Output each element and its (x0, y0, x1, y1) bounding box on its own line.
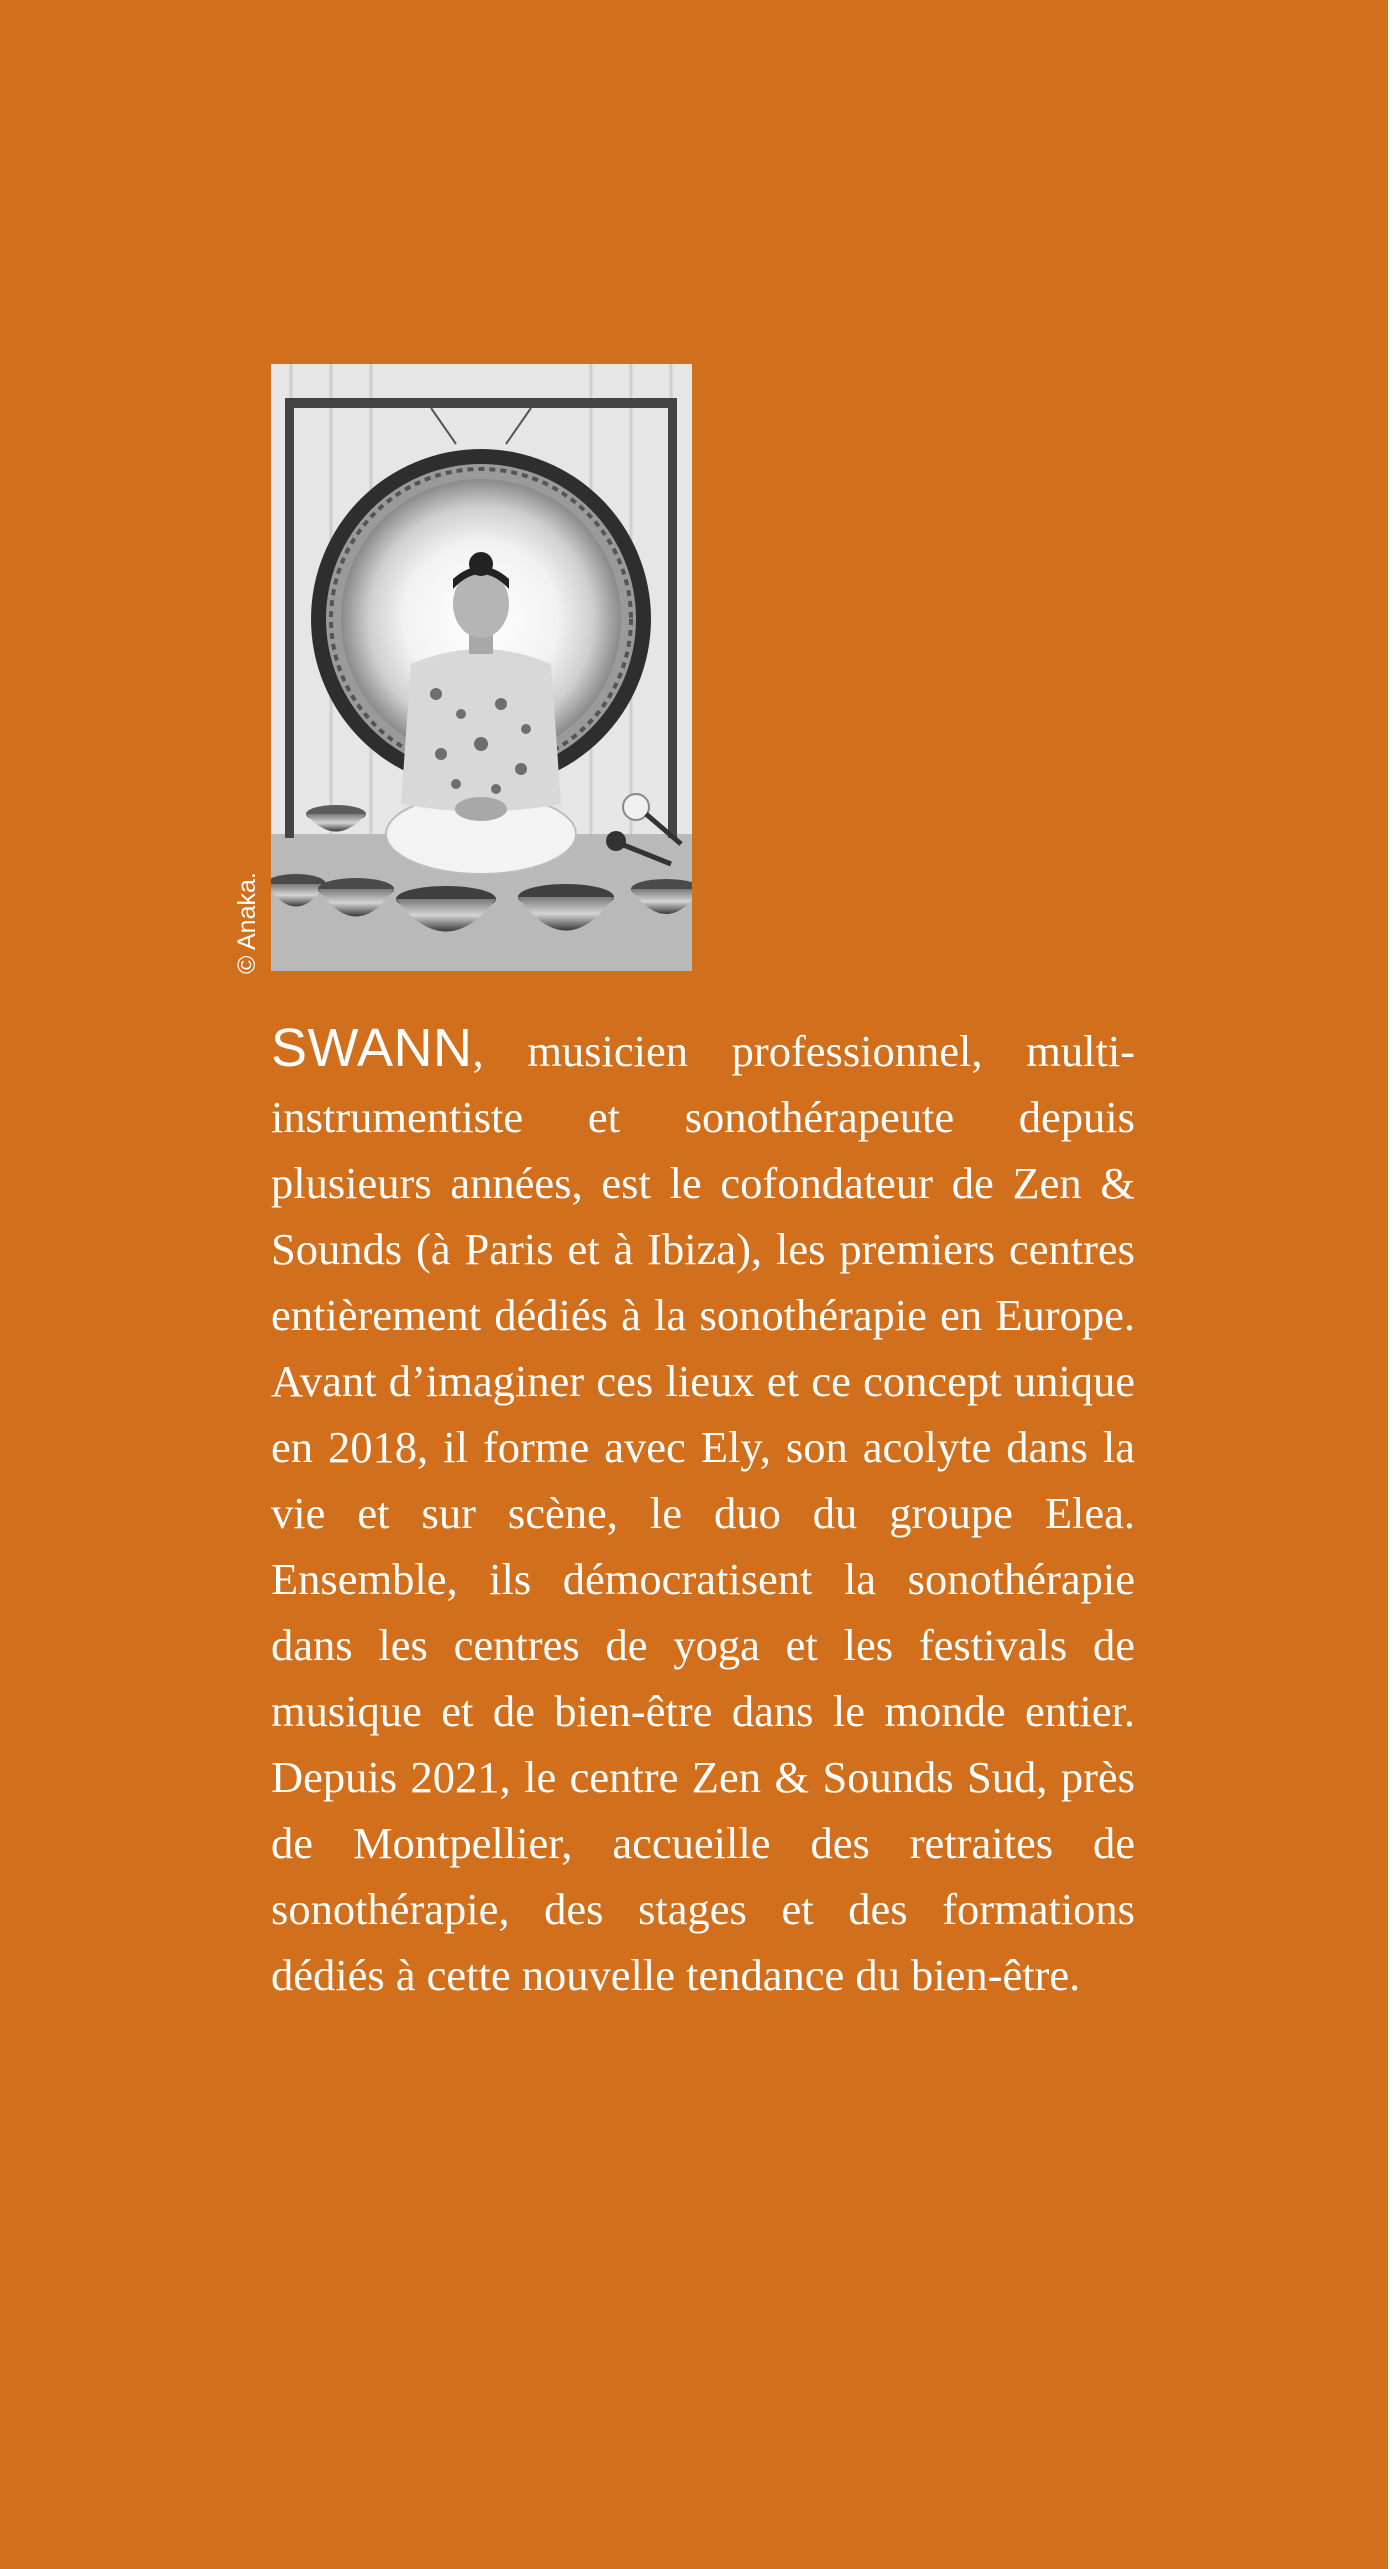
author-name: SWANN (271, 1018, 473, 1078)
photo-credit: © Anaka. (233, 872, 261, 974)
author-bio (271, 1015, 1135, 2008)
author-photo (271, 364, 692, 971)
author-bio-text: , musicien professionnel, multi-instrumentiste et sonothérapeute depuis plusieurs années, est le cofondateur de Zen & Sounds (à Paris et à Ibiza), les premiers centres entièrement dédiés à la sonothérapie en Europe. Avant d’imaginer ces lieux et ce concept unique en 2018, il forme avec Ely, son acolyte dans la vie et sur scène, le duo du groupe Elea. Ensemble, ils démocratisent la sonothérapie dans les centres de yoga et les festivals de musique et de bien-être dans le monde entier. Depuis 2021, le centre Zen & Sounds Sud, près de Montpellier, accueille des retraites de sonothérapie, des stages et des formations dédiés à cette nouvelle tendance du bien-être. (271, 1026, 1135, 2000)
